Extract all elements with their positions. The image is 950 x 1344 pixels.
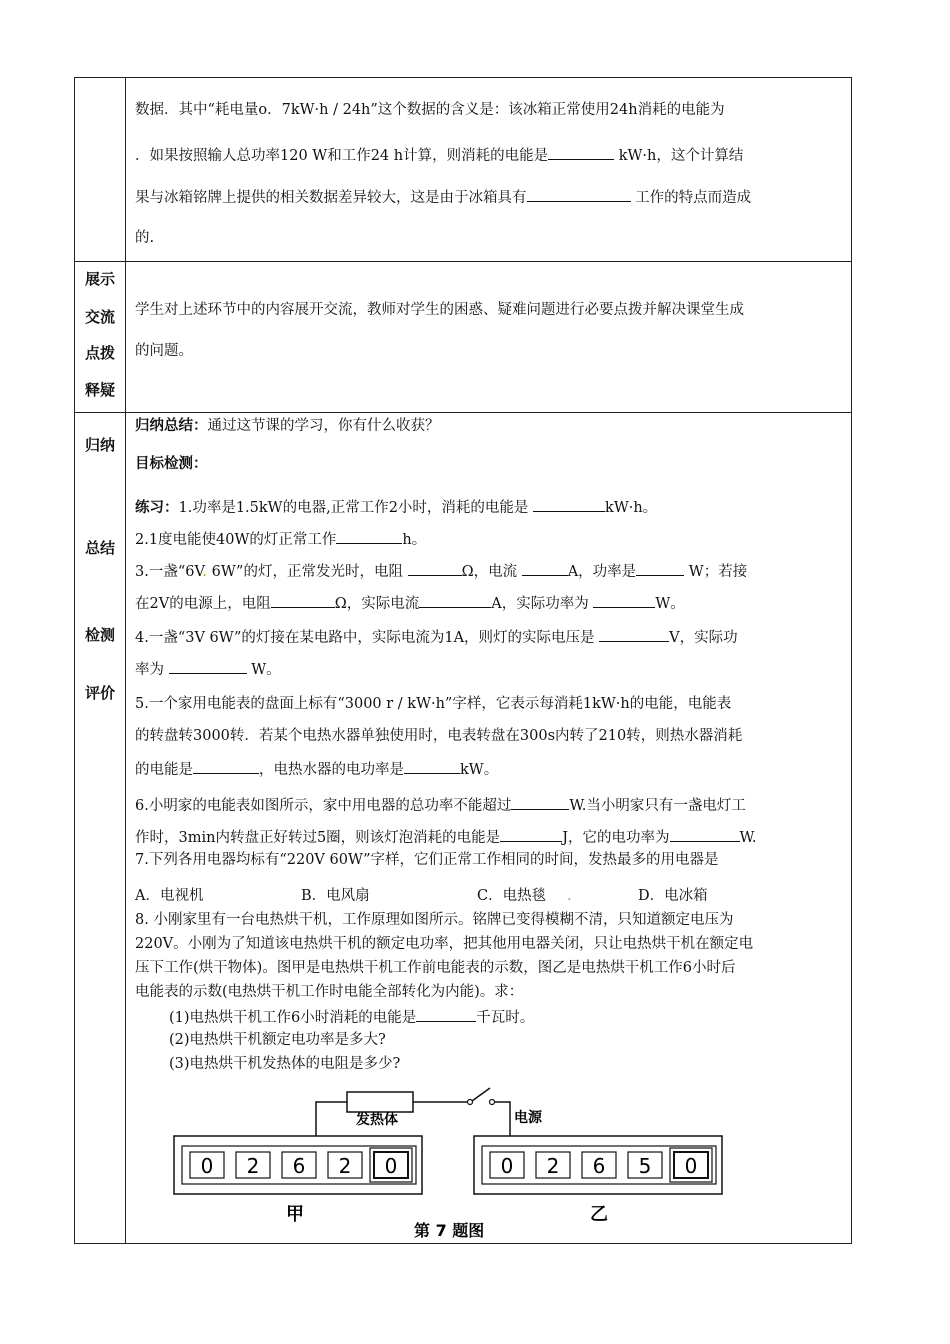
- text-fragment: ．如果按照输人总功率120 W和工作24 h计算，则消耗的电能是: [135, 148, 549, 164]
- question-4: [135, 626, 843, 648]
- text-fragment: (1)电热烘干机工作6小时消耗的电能是: [169, 1010, 417, 1026]
- text-fragment: Ω，实际电流: [334, 596, 420, 612]
- text-fragment: W；若接: [684, 564, 748, 580]
- label-char: 评价: [84, 684, 115, 702]
- summary-heading: 归纳总结：: [135, 418, 208, 434]
- text-fragment: ，电热水器的电功率是: [259, 762, 404, 778]
- label-char: 检测: [84, 626, 115, 644]
- answer-blank: [527, 186, 631, 202]
- meter-yi-label: 乙: [590, 1204, 608, 1225]
- text-fragment: 在2V的电源上，电阻: [135, 596, 271, 612]
- text-fragment: kW·h，这个计算结: [614, 148, 744, 164]
- text-fragment: A，实际功率为: [491, 596, 594, 612]
- label-char: 释疑: [84, 381, 115, 399]
- heater-resistor: [347, 1092, 413, 1112]
- text-fragment: W.当小明家只有一盏电灯工: [569, 798, 746, 814]
- question-6-cont: [135, 826, 843, 848]
- text-fragment: V，实际功: [669, 630, 738, 646]
- question-8-cont: 压下工作(烘干物体)。图甲是电热烘干机工作前电能表的示数，图乙是电热烘干机工作6小时后: [135, 960, 736, 976]
- meter-jia-digit: 0: [384, 1154, 398, 1178]
- question-3-cont: [135, 592, 843, 614]
- answer-blank: [548, 144, 614, 160]
- circuit-figure: [96, 1008, 756, 1248]
- target-line: [135, 454, 843, 474]
- answer-blank: [511, 794, 569, 810]
- question-8: 8. 小刚家里有一台电热烘干机，工作原理如图所示。铭牌已变得模糊不清，只知道额定电压为: [135, 912, 734, 928]
- answer-blank: [419, 592, 491, 608]
- switch-blade: [472, 1088, 490, 1101]
- option-a: A．电视机: [135, 888, 204, 904]
- label-char: 归纳: [84, 436, 115, 454]
- label-char: 点拨: [84, 344, 115, 362]
- text-fragment: 作时，3min内转盘正好转过5圈，则该灯泡消耗的电能是: [135, 830, 501, 846]
- answer-blank: [169, 658, 247, 674]
- answer-blank: [636, 560, 684, 576]
- text-fragment: 3.一盏“6V: [135, 564, 203, 580]
- label-char: 交流: [84, 308, 115, 326]
- text-fragment: 1.功率是1.5kW的电器,正常工作2小时，消耗的电能是: [178, 500, 534, 516]
- power-source-label: 电源: [514, 1110, 542, 1126]
- lesson-table: 数据．其中“耗电量o．7kW·h / 24h”这个数据的含义是：该冰箱正常使用24h消耗的电能为 ．如果按照输人总功率120 W和工作24 h计算，则消耗的电能是 kW·h，这个计算结 果与冰箱铭牌上提供的相关数据差异较大，这是由于冰箱具有 工作的特点而造成 的. 展示 交流 点拨 释疑 学生对上述环节中的内容展开交流，教师对学生的困惑、疑难问题进行必要点拨并解决课堂生成 的问题。 归纳 总结 检测 评价 归纳总结：通过这节课的学习，你有什么收获？ 目标检测： 练习：1.功率是1.5kW的电器,正常工作2小时，消耗的电能是 kW·h。 2.1度电能使40W的灯正常工作 h。 3.一盏“6V. 6W”的灯，正常发光时，电阻 Ω，电流 A，功率是 W；若接 在2V的电源上，电阻 Ω，实际电流 A，实际功率为 W。 4.一盏“3V 6W”的灯接在某电路中，实际电流为1A，则灯的实际电压是 V，实际功 率为 W。 5.一个家用电能表的盘面上标有“3000 r / kW·h”字样，它表示每消耗1kW·h的电能，电能表 的转盘转3000转．若某个电热水器单独使用时，电表转盘在300s内转了210转，则热水器消耗 的电能是 ，电热水器的电功率是 kW。 6.小明家的电能表如图所示，家中用电器的总功率不能超过 W.当小明家只有一盏电灯工 作时，3min内转盘正好转过5圈，则该灯泡消耗的电能是 J，它的电功率为 W. 7.下列各用电器均标有“220V 60W”字样，它们正常工作相同的时间，发热最多的用电器是 A．电视机 B．电风扇 C．电热毯 . D．电冰箱 8. 小刚家里有一台电热烘干机，工作原理如图所示。铭牌已变得模糊不清，只知道额定电压为 220V。小刚为了知道该电热烘干机的额定电功率，把其他用电器关闭，只让电热烘干机在额定电 压下工作(烘干物体)。图甲是电热烘干机工作前电能表的示数，图乙是电热烘干机工作6小时后 电能表的示数(电热烘干机工作时电能全部转化为内能)。求： (1)电热烘干机工作6小时消耗的电能是 千瓦时。 (2)电热烘干机额定电功率是多大? (3)电热烘干机发热体的电阻是多少?: [74, 77, 852, 1244]
- text-fragment: 工作的特点而造成: [630, 190, 752, 206]
- text-fragment: 6W”的灯，正常发光时，电阻: [207, 564, 408, 580]
- question-5-cont: [135, 758, 843, 780]
- figure-caption: 第 7 题图: [414, 1221, 485, 1240]
- text-fragment: h。: [402, 532, 427, 548]
- answer-blank: [599, 626, 669, 642]
- summary-line: [135, 416, 843, 436]
- heater-label: 发热体: [356, 1112, 398, 1128]
- text-line: [135, 144, 843, 166]
- text-fragment: 的电能是: [135, 762, 193, 778]
- circuit-diagram: [96, 1008, 756, 1244]
- row-divider: [75, 412, 851, 413]
- meter-jia-label: 甲: [286, 1204, 304, 1225]
- text-fragment: Ω，电流: [461, 564, 522, 580]
- answer-blank: [336, 528, 402, 544]
- question-8-cont: 电能表的示数(电热烘干机工作时电能全部转化为内能)。求：: [135, 984, 524, 1000]
- meter-jia-digit: 2: [246, 1154, 260, 1178]
- question-8-part3: (3)电热烘干机发热体的电阻是多少?: [169, 1056, 401, 1072]
- answer-blank: [271, 592, 335, 608]
- answer-blank: [408, 560, 462, 576]
- label-char: 总结: [84, 539, 115, 557]
- question-8-part2: (2)电热烘干机额定电功率是多大?: [169, 1032, 386, 1048]
- practice-heading: 练习：: [135, 500, 179, 516]
- switch-contact: [490, 1100, 495, 1105]
- summary-text: 通过这节课的学习，你有什么收获？: [207, 418, 440, 434]
- option-d: D．电冰箱: [638, 888, 708, 904]
- text-fragment: 6.小明家的电能表如图所示，家中用电器的总功率不能超过: [135, 798, 512, 814]
- wire: [494, 1102, 510, 1138]
- question-5: 5.一个家用电能表的盘面上标有“3000 r / kW·h”字样，它表示每消耗1kW·h的电能，电能表: [135, 696, 732, 712]
- question-1: [135, 496, 843, 518]
- meter-yi-digit: 6: [592, 1154, 606, 1178]
- target-heading: 目标检测：: [135, 456, 208, 472]
- text-line: [135, 186, 843, 208]
- text-fragment: W。: [246, 662, 281, 678]
- switch-contact: [468, 1100, 473, 1105]
- answer-blank: [404, 758, 460, 774]
- meter-yi-digit: 5: [638, 1154, 652, 1178]
- row2-label: [75, 262, 125, 412]
- question-5-cont: 的转盘转3000转．若某个电热水器单独使用时，电表转盘在300s内转了210转，则热水器消耗: [135, 728, 743, 744]
- question-2: [135, 528, 843, 550]
- meter-yi-digit: 2: [546, 1154, 560, 1178]
- meter-jia-digit: 2: [338, 1154, 352, 1178]
- text-fragment: W.: [739, 830, 757, 846]
- question-3: 3.一盏“6V. 6W”的灯，正常发光时，电阻 Ω，电流 A，功率是 W；若接: [135, 560, 843, 582]
- text-line: 的.: [135, 230, 155, 246]
- answer-blank: [193, 758, 259, 774]
- answer-blank: [670, 826, 740, 842]
- answer-blank: [593, 592, 655, 608]
- meter-yi-digit: 0: [684, 1154, 698, 1178]
- text-fragment: J，它的电功率为: [562, 830, 670, 846]
- question-8-cont: 220V。小刚为了知道该电热烘干机的额定电功率，把其他用电器关闭，只让电热烘干机在额定电: [135, 936, 754, 952]
- answer-blank: [500, 826, 562, 842]
- text-fragment: 率为: [135, 662, 169, 678]
- label-char: 展示: [84, 270, 115, 288]
- meter-jia-digit: 6: [292, 1154, 306, 1178]
- row-divider: [75, 261, 851, 262]
- meter-jia-digit: 0: [200, 1154, 214, 1178]
- text-fragment: 果与冰箱铭牌上提供的相关数据差异较大，这是由于冰箱具有: [135, 190, 527, 206]
- text-line: 数据．其中“耗电量o．7kW·h / 24h”这个数据的含义是：该冰箱正常使用24h消耗的电能为: [135, 102, 725, 118]
- question-6: [135, 794, 843, 816]
- text-fragment: 2.1度电能使40W的灯正常工作: [135, 532, 337, 548]
- text-fragment: W。: [655, 596, 685, 612]
- question-4-cont: [135, 658, 843, 680]
- answer-blank: [522, 560, 568, 576]
- text-line: 学生对上述环节中的内容展开交流，教师对学生的困惑、疑难问题进行必要点拨并解决课堂生成: [135, 302, 744, 318]
- text-fragment: A，功率是: [567, 564, 637, 580]
- option-b: B．电风扇: [301, 888, 370, 904]
- option-c: C．电热毯: [477, 888, 547, 904]
- meter-yi-digit: 0: [500, 1154, 514, 1178]
- text-fragment: 千瓦时。: [476, 1010, 535, 1026]
- text-line: 的问题。: [135, 343, 193, 359]
- answer-blank: [533, 496, 605, 512]
- text-fragment: kW·h。: [605, 500, 658, 516]
- question-7: 7.下列各用电器均标有“220V 60W”字样，它们正常工作相同的时间，发热最多的用电器是: [135, 852, 719, 868]
- text-fragment: 4.一盏“3V 6W”的灯接在某电路中，实际电流为1A，则灯的实际电压是: [135, 630, 600, 646]
- text-fragment: kW。: [460, 762, 499, 778]
